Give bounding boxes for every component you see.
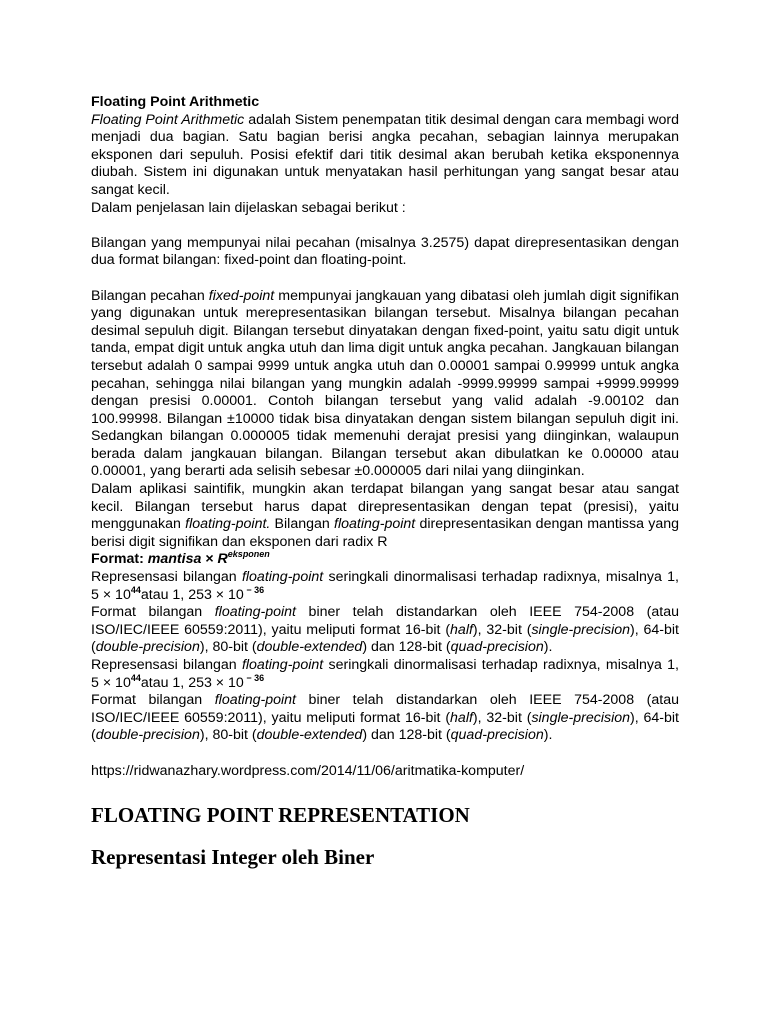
ieee2-text-c: ), 32-bit (	[472, 709, 532, 726]
intro-paragraph	[91, 112, 679, 200]
ieee-text-b: biner telah distandarkan oleh IEEE 754-2008 (atau ISO/IEC/IEEE 60559:2011), yaitu meliputi format 16-bit (	[91, 604, 680, 638]
floating-point-term-1: floating-point.	[185, 516, 271, 533]
ieee2-text-b: biner telah distandarkan oleh IEEE 754-2008 (atau ISO/IEC/IEEE 60559:2011), yaitu meliputi format 16-bit (	[91, 692, 680, 726]
formula-radix: R	[217, 551, 228, 568]
formula-mantissa: mantisa	[147, 551, 202, 568]
format-formula	[91, 551, 679, 569]
heading-integer-representation: Representasi Integer oleh Biner	[91, 845, 375, 870]
repr2-sup-2: − 36	[243, 672, 265, 683]
formula-exponent: eksponen	[227, 549, 270, 560]
scientific-text-c: direpresentasikan dengan mantissa yang berisi digit signifikan dan eksponen dari radix R	[91, 516, 679, 550]
ieee2-text-e: ), 80-bit (	[199, 727, 257, 744]
scientific-text-b: Bilangan	[270, 516, 334, 533]
fixed-point-term: fixed-point	[208, 287, 275, 304]
repr2-italic: floating-point	[241, 657, 324, 673]
ieee-italic-double: double-precision	[95, 639, 200, 656]
repr2-text-c: atau 1, 253 × 10	[140, 674, 244, 691]
fixed-point-paragraph	[91, 288, 679, 482]
scientific-text-a: Dalam aplikasi saintifik, mungkin akan terdapat bilangan yang sangat besar atau sangat kecil. Bilangan tersebut harus dapat direpresentasikan dengan tepat (presisi), yaitu menggunakan	[91, 481, 679, 533]
ieee-text-f: ) dan 128-bit (	[362, 639, 451, 656]
ieee-italic-single: single-precision	[531, 621, 631, 638]
ieee-italic-quad: quad-precision	[450, 639, 544, 656]
text-column	[91, 94, 679, 870]
ieee2-italic-half: half	[450, 709, 473, 726]
heading-floating-point-representation: FLOATING POINT REPRESENTATION	[91, 803, 470, 828]
repr-sup-2: − 36	[243, 584, 265, 595]
explanation-lead: Dalam penjelasan lain dijelaskan sebagai berikut :	[91, 199, 406, 216]
fixed-point-text-a: Bilangan pecahan	[91, 287, 209, 304]
intro-text: adalah Sistem penempatan titik desimal dengan cara membagi word menjadi dua bagian. Satu bagian berisi angka pecahan, sebagian lainnya merupakan eksponen dari sepuluh. Posisi efektif dari titik desimal akan berubah ketika eksponennya diubah. Sistem ini digunakan untuk menyatakan hasil perhitungan yang sangat besar atau sangat kecil.	[91, 111, 679, 198]
normalization-paragraph-1	[91, 569, 679, 604]
ieee2-text-a: Format bilangan	[91, 692, 215, 709]
section-heading: Floating Point Arithmetic	[91, 94, 260, 110]
ieee-text-c: ), 32-bit (	[472, 621, 532, 638]
repr-text-b: seringkali dinormalisasi terhadap radixnya, misalnya 1, 5 × 10	[91, 569, 679, 603]
formula-times: ×	[201, 551, 218, 568]
ieee-italic-fp: floating-point	[214, 604, 296, 621]
ieee2-italic-single: single-precision	[531, 709, 631, 726]
ieee-text-a: Format bilangan	[91, 604, 215, 621]
floating-point-term-2: floating-point	[334, 516, 416, 533]
repr-italic: floating-point	[241, 569, 324, 586]
ieee2-text-f: ) dan 128-bit (	[362, 727, 451, 744]
ieee2-italic-quad: quad-precision	[450, 727, 544, 744]
ieee-paragraph-1	[91, 604, 679, 657]
ieee2-text-d: ), 64-bit (	[91, 709, 679, 744]
ieee-paragraph-2	[91, 692, 679, 745]
normalization-paragraph-2	[91, 657, 679, 692]
ieee2-italic-fp: floating-point	[214, 692, 296, 709]
format-label: Format:	[91, 551, 148, 568]
ieee2-italic-ext: double-extended	[256, 727, 363, 744]
ieee-italic-half: half	[450, 621, 473, 638]
ieee2-italic-double: double-precision	[95, 727, 200, 744]
ieee-text-d: ), 64-bit (	[91, 621, 679, 656]
source-url: https://ridwanazhary.wordpress.com/2014/11/06/aritmatika-komputer/	[91, 762, 525, 779]
ieee-text-g: ).	[543, 639, 553, 656]
repr-text-c: atau 1, 253 × 10	[140, 586, 244, 603]
repr-sup-1: 44	[130, 584, 141, 595]
ieee2-text-g: ).	[543, 727, 553, 744]
ieee-text-e: ), 80-bit (	[199, 639, 257, 656]
ieee-italic-ext: double-extended	[256, 639, 363, 656]
repr2-text-a: Represensasi bilangan	[91, 657, 242, 673]
intro-italic-term: Floating Point Arithmetic	[91, 111, 245, 128]
fixed-point-text-b: mempunyai jangkauan yang dibatasi oleh jumlah digit signifikan yang digunakan untuk merepresentasikan bilangan tersebut. Misalnya bilangan pecahan desimal sepuluh digit. Bilangan tersebut dinyatakan dengan fixed-point, yaitu satu digit untuk tanda, empat digit untuk angka utuh dan lima digit untuk angka pecahan. Jangkauan bilangan tersebut adalah 0 sampai 9999 untuk angka utuh dan 0.00001 sampai 0.99999 untuk angka pecahan, sehingga nilai bilangan yang mungkin adalah -9999.99999 sampai +9999.99999 dengan presisi 0.00001. Contoh bilangan tersebut yang valid adalah -9.00102 dan 100.99998. Bilangan ±10000 tidak bisa dinyatakan dengan sistem bilangan sepuluh digit ini. Sedangkan bilangan 0.000005 tidak memenuhi derajat presisi yang diinginkan, walaupun berada dalam jangkauan bilangan. Bilangan tersebut akan dibulatkan ke 0.00000 atau 0.00001, yang berarti ada selisih sebesar ±0.000005 dari nilai yang diinginkan.	[91, 287, 679, 480]
repr-text-a: Represensasi bilangan	[91, 569, 242, 586]
repr2-text-b: seringkali dinormalisasi terhadap radixnya, misalnya 1, 5 × 10	[91, 657, 679, 691]
fractional-paragraph: Bilangan yang mempunyai nilai pecahan (misalnya 3.2575) dapat direpresentasikan dengan dua format bilangan: fixed-point dan floating-point.	[91, 234, 679, 269]
repr2-sup-1: 44	[130, 672, 141, 683]
scientific-paragraph	[91, 481, 679, 551]
